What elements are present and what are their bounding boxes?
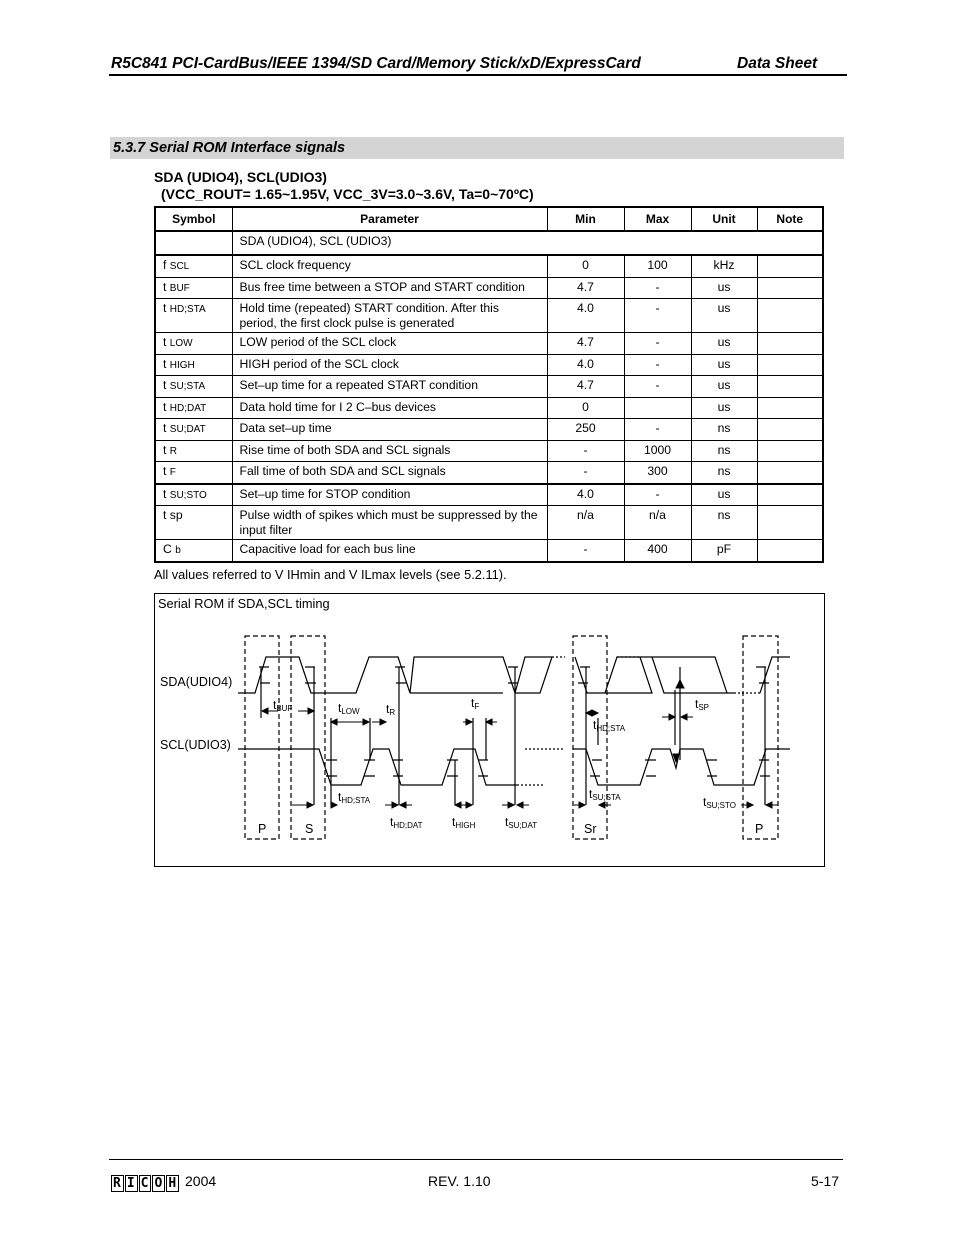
cond-s: S: [305, 822, 314, 836]
svg-text:tHD;STA: tHD;STA: [593, 718, 626, 733]
cell-unit: kHz: [691, 255, 757, 277]
header-title: R5C841 PCI-CardBus/IEEE 1394/SD Card/Memory Stick/xD/ExpressCard: [111, 55, 641, 72]
svg-text:tSU;STA: tSU;STA: [589, 787, 621, 802]
cell-unit: pF: [691, 540, 757, 562]
cell-max: -: [624, 376, 691, 398]
cond-p1: P: [258, 822, 267, 836]
section-title: 5.3.7 Serial ROM Interface signals: [113, 140, 346, 156]
cell-max: 100: [624, 255, 691, 277]
cell-unit: us: [691, 397, 757, 419]
header-doc-type: Data Sheet: [737, 55, 818, 72]
lbl-high: HIGH: [455, 821, 476, 830]
cell-symbol: t LOW: [155, 333, 232, 355]
svg-text:tHD;STA: tHD;STA: [338, 790, 371, 805]
cell-symbol: t F: [155, 462, 232, 484]
svg-text:tHD;DAT: tHD;DAT: [390, 815, 423, 830]
cell-parameter: Bus free time between a STOP and START condition: [232, 277, 547, 299]
cell-symbol: t HD;DAT: [155, 397, 232, 419]
cell-parameter: Capacitive load for each bus line: [232, 540, 547, 562]
cell-max: 300: [624, 462, 691, 484]
cell-parameter: Rise time of both SDA and SCL signals: [232, 440, 547, 462]
col-max: Max: [624, 207, 691, 231]
cell-min: 0: [547, 397, 624, 419]
footer-year: 2004: [185, 1173, 217, 1189]
lbl-hdsta: HD;STA: [341, 796, 371, 805]
sda-waveform: [238, 657, 790, 693]
scl-label: SCL(UDIO3): [160, 738, 231, 752]
lbl-sp: SP: [698, 703, 710, 712]
footer-revision: REV. 1.10: [428, 1173, 491, 1189]
cell-min: 4.7: [547, 333, 624, 355]
svg-text:tF: tF: [471, 696, 480, 711]
scl-waveform: [238, 749, 790, 785]
table-heading: SDA (UDIO4), SCL(UDIO3): [154, 169, 327, 185]
cell-unit: us: [691, 484, 757, 506]
cell-symbol: t sp: [155, 506, 232, 540]
svg-text:tLOW: tLOW: [338, 701, 360, 716]
cell-parameter: Set–up time for a repeated START condition: [232, 376, 547, 398]
cell-unit: ns: [691, 462, 757, 484]
lbl-buf: BUF: [276, 704, 293, 713]
cell-min: 4.7: [547, 277, 624, 299]
lbl-hdsta-upper: HD;STA: [596, 724, 626, 733]
cell-parameter: LOW period of the SCL clock: [232, 333, 547, 355]
col-unit: Unit: [691, 207, 757, 231]
svg-text:tHIGH: tHIGH: [452, 815, 476, 830]
col-min: Min: [547, 207, 624, 231]
footer-page-number: 5-17: [811, 1173, 840, 1189]
table-conditions: (VCC_ROUT= 1.65~1.95V, VCC_3V=3.0~3.6V, Ta=0~70ºC): [161, 186, 534, 202]
cell-max: 1000: [624, 440, 691, 462]
cell-unit: us: [691, 354, 757, 376]
cell-unit: ns: [691, 506, 757, 540]
cell-min: -: [547, 462, 624, 484]
cell-symbol: C b: [155, 540, 232, 562]
cell-max: n/a: [624, 506, 691, 540]
cell-max: -: [624, 277, 691, 299]
cell-unit: us: [691, 299, 757, 333]
svg-text:tR: tR: [386, 702, 396, 717]
cell-max: -: [624, 354, 691, 376]
cell-symbol: t SU;STO: [155, 484, 232, 506]
lbl-sudat: SU;DAT: [508, 821, 538, 830]
cell-parameter: Fall time of both SDA and SCL signals: [232, 462, 547, 484]
lbl-f: F: [474, 702, 480, 711]
sda-label: SDA(UDIO4): [160, 675, 233, 689]
cell-max: 400: [624, 540, 691, 562]
cell-symbol: t BUF: [155, 277, 232, 299]
svg-text:tSU;DAT: tSU;DAT: [505, 815, 538, 830]
cell-unit: us: [691, 277, 757, 299]
cell-unit: us: [691, 333, 757, 355]
cell-max: -: [624, 333, 691, 355]
svg-text:tBUF: [273, 698, 292, 713]
cell-min: 4.7: [547, 376, 624, 398]
col-parameter: Parameter: [232, 207, 547, 231]
cell-min: 250: [547, 419, 624, 441]
lbl-r: R: [389, 708, 396, 717]
cell-symbol: t HIGH: [155, 354, 232, 376]
cell-max: -: [624, 419, 691, 441]
diagram-title: Serial ROM if SDA,SCL timing: [158, 596, 330, 611]
lbl-hddat: HD;DAT: [393, 821, 423, 830]
table-footnote: All values referred to V IHmin and V ILmax levels (see 5.2.11).: [154, 567, 507, 582]
cell-symbol: t R: [155, 440, 232, 462]
lbl-susta: SU;STA: [592, 793, 621, 802]
cell-min: 4.0: [547, 299, 624, 333]
cell-parameter: HIGH period of the SCL clock: [232, 354, 547, 376]
cell-symbol: t HD;STA: [155, 299, 232, 333]
cond-p2: P: [755, 822, 764, 836]
svg-text:tSU;STO: tSU;STO: [703, 795, 736, 810]
cell-unit: ns: [691, 419, 757, 441]
lbl-low: LOW: [341, 707, 360, 716]
cell-unit: us: [691, 376, 757, 398]
cell-symbol: t SU;DAT: [155, 419, 232, 441]
cell-symbol: f SCL: [155, 255, 232, 277]
cond-sr: Sr: [584, 822, 597, 836]
col-note: Note: [757, 207, 823, 231]
cell-min: 4.0: [547, 354, 624, 376]
cell-parameter: Data set–up time: [232, 419, 547, 441]
cell-parameter: Data hold time for I 2 C–bus devices: [232, 397, 547, 419]
footer-rule: [109, 1159, 843, 1160]
cell-max: -: [624, 484, 691, 506]
cell-min: n/a: [547, 506, 624, 540]
cell-parameter: Set–up time for STOP condition: [232, 484, 547, 506]
cell-parameter: Hold time (repeated) START condition. After this period, the first clock pulse is generated: [232, 299, 547, 333]
cell-unit: ns: [691, 440, 757, 462]
cell-parameter: SCL clock frequency: [232, 255, 547, 277]
cell-min: 4.0: [547, 484, 624, 506]
lbl-susto: SU;STO: [706, 801, 736, 810]
svg-text:tSP: tSP: [695, 697, 710, 712]
cell-min: -: [547, 540, 624, 562]
lbl-t: t: [273, 698, 277, 712]
cell-min: -: [547, 440, 624, 462]
cell-symbol: t SU;STA: [155, 376, 232, 398]
cell-min: 0: [547, 255, 624, 277]
col-symbol: Symbol: [155, 207, 232, 231]
cell-max: -: [624, 299, 691, 333]
group-label: SDA (UDIO4), SCL (UDIO3): [232, 231, 823, 255]
cell-parameter: Pulse width of spikes which must be suppressed by the input filter: [232, 506, 547, 540]
ricoh-logo: R I C O H: [113, 1176, 178, 1191]
